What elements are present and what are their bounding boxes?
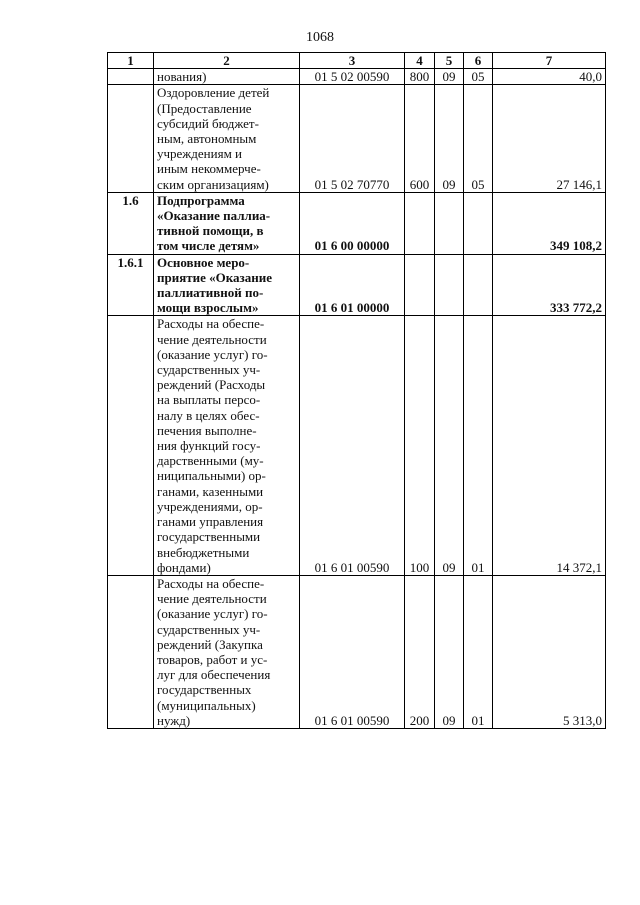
- row-col-4: [405, 254, 435, 316]
- row-col-6: 05: [464, 69, 493, 85]
- table-row: [108, 69, 606, 85]
- row-number: [108, 575, 154, 728]
- row-name: Оздоровление детей (Предоставление субсидий бюджет- ным, автономным учреждениям и иным некоммерче- ским организациям): [154, 85, 300, 192]
- table-row: [108, 316, 606, 575]
- row-col-4: 800: [405, 69, 435, 85]
- row-col-5: 09: [435, 575, 464, 728]
- row-amount: 333 772,2: [493, 254, 606, 316]
- row-col-5: [435, 254, 464, 316]
- table-row: [108, 192, 606, 254]
- row-col-4: 100: [405, 316, 435, 575]
- row-number: 1.6: [108, 192, 154, 254]
- row-amount: 40,0: [493, 69, 606, 85]
- row-code: 01 6 01 00000: [300, 254, 405, 316]
- row-code: 01 6 00 00000: [300, 192, 405, 254]
- row-col-4: 200: [405, 575, 435, 728]
- page-number: 1068: [306, 30, 334, 45]
- header-col-3: 3: [300, 53, 405, 69]
- header-col-1: 1: [108, 53, 154, 69]
- header-col-2: 2: [154, 53, 300, 69]
- row-amount: 14 372,1: [493, 316, 606, 575]
- table-row: [108, 254, 606, 316]
- header-col-7: 7: [493, 53, 606, 69]
- row-col-6: 01: [464, 575, 493, 728]
- row-name: нования): [154, 69, 300, 85]
- row-col-6: 01: [464, 316, 493, 575]
- header-col-4: 4: [405, 53, 435, 69]
- row-name: Подпрограмма «Оказание паллиа- тивной помощи, в том числе детям»: [154, 192, 300, 254]
- row-name: Расходы на обеспе- чение деятельности (оказание услуг) го- сударственных уч- реждений (Закупка товаров, работ и ус- луг для обеспечения государственных (муниципальных) нужд): [154, 575, 300, 728]
- row-number: [108, 316, 154, 575]
- row-col-4: 600: [405, 85, 435, 192]
- table-row: [108, 575, 606, 728]
- row-number: [108, 85, 154, 192]
- row-amount: 27 146,1: [493, 85, 606, 192]
- table-header-row: [108, 53, 606, 69]
- row-number: [108, 69, 154, 85]
- row-name: Основное меро- приятие «Оказание паллиативной по- мощи взрослым»: [154, 254, 300, 316]
- table-row: [108, 85, 606, 192]
- row-code: 01 5 02 70770: [300, 85, 405, 192]
- row-col-5: 09: [435, 85, 464, 192]
- row-col-5: 09: [435, 69, 464, 85]
- budget-table: [107, 52, 606, 729]
- row-col-6: 05: [464, 85, 493, 192]
- row-code: 01 6 01 00590: [300, 575, 405, 728]
- row-amount: 349 108,2: [493, 192, 606, 254]
- row-col-6: [464, 192, 493, 254]
- row-code: 01 5 02 00590: [300, 69, 405, 85]
- row-col-5: 09: [435, 316, 464, 575]
- row-code: 01 6 01 00590: [300, 316, 405, 575]
- row-amount: 5 313,0: [493, 575, 606, 728]
- row-name: Расходы на обеспе- чение деятельности (оказание услуг) го- сударственных уч- реждений (Расходы на выплаты персо- налу в целях обес- печения выполне- ния функций госу- дарственными (му- ниципальными) ор- ганами, казенными учреждениями, ор- ганами управления государственными внебюджетными фондами): [154, 316, 300, 575]
- row-col-6: [464, 254, 493, 316]
- header-col-6: 6: [464, 53, 493, 69]
- row-col-5: [435, 192, 464, 254]
- row-number: 1.6.1: [108, 254, 154, 316]
- header-col-5: 5: [435, 53, 464, 69]
- row-col-4: [405, 192, 435, 254]
